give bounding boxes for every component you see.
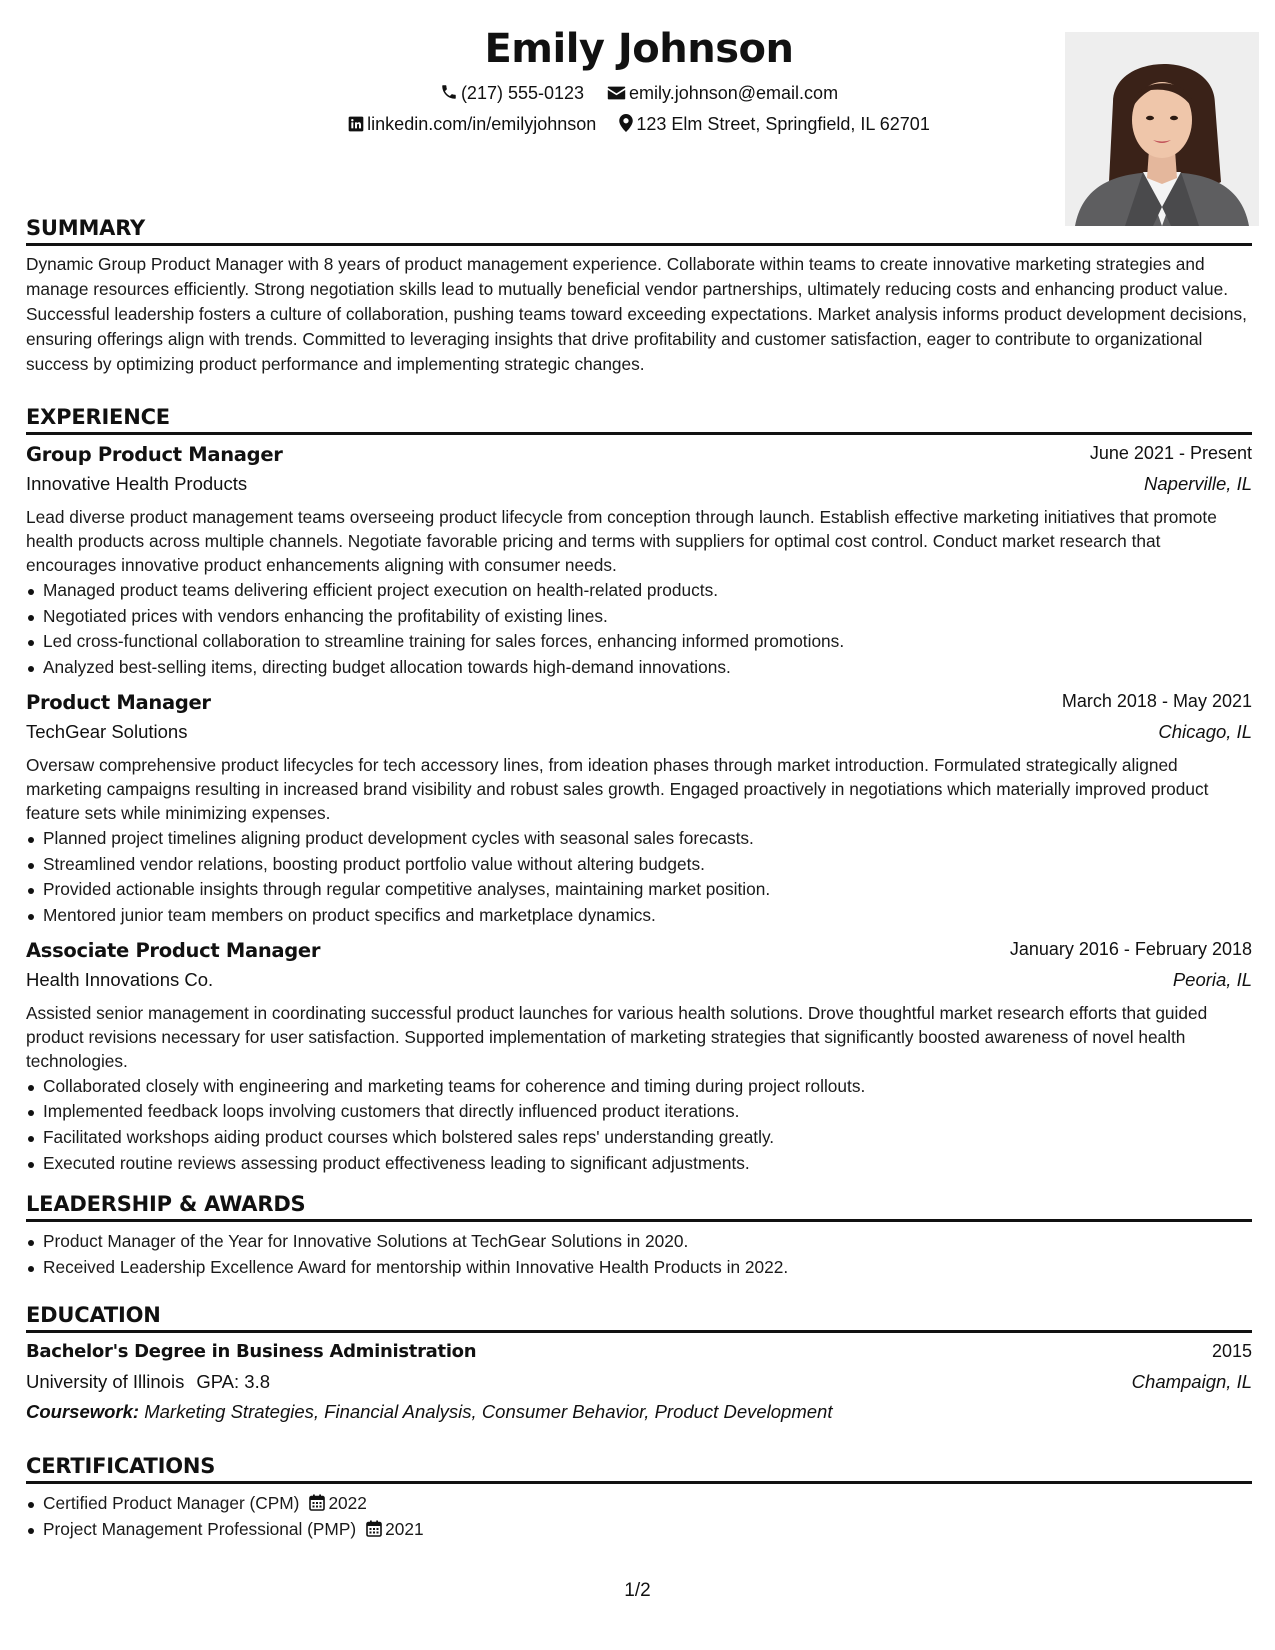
company-name: Health Innovations Co. bbox=[26, 968, 214, 990]
job-location: Peoria, IL bbox=[1172, 968, 1252, 990]
bullet-item: Planned project timelines aligning product development cycles with seasonal sales forecasts. bbox=[26, 826, 1252, 852]
summary-heading: SUMMARY bbox=[26, 216, 1252, 246]
summary-section bbox=[26, 216, 1252, 377]
bullet-item: Implemented feedback loops involving customers that directly influenced product iterations. bbox=[26, 1099, 1252, 1125]
school-line bbox=[26, 1371, 270, 1393]
school-location: Champaign, IL bbox=[1131, 1371, 1252, 1392]
address-contact bbox=[619, 114, 930, 135]
certifications-section bbox=[26, 1454, 1252, 1542]
calendar-icon bbox=[366, 1520, 382, 1537]
phone-text: (217) 555-0123 bbox=[460, 82, 585, 103]
job-description: Oversaw comprehensive product lifecycles for tech accessory lines, from ideation phases through market introduction. Formulated strategically aligned marketing campaigns resulting in increased brand visibility and robust sales growth. Engaged proactively in negotiations which materially improved product feature sets while minimizing expenses. bbox=[26, 754, 1209, 823]
company-name: TechGear Solutions bbox=[26, 720, 188, 742]
profile-portrait-image bbox=[1065, 32, 1259, 226]
job-description: Lead diverse product management teams overseeing product lifecycle from conception through launch. Establish effective marketing initiatives that promote health products across multiple channels. Negotiate favorable pricing and terms with suppliers for optimal cost control. Conduct market research that encourages innovative product enhancements aligning with consumer needs. bbox=[26, 507, 1217, 575]
bullet-item: Streamlined vendor relations, boosting product portfolio value without altering budgets. bbox=[26, 852, 1252, 878]
email-text[interactable]: emily.johnson@email.com bbox=[629, 82, 839, 103]
job-location: Chicago, IL bbox=[1158, 720, 1252, 742]
calendar-icon bbox=[309, 1494, 325, 1511]
education-section bbox=[26, 1303, 1252, 1423]
bullet-item: Facilitated workshops aiding product courses which bolstered sales reps' understanding greatly. bbox=[26, 1125, 1252, 1151]
certification-item bbox=[26, 1517, 1252, 1543]
experience-section bbox=[26, 405, 1252, 1176]
bullet-item: Negotiated prices with vendors enhancing the profitability of existing lines. bbox=[26, 604, 1252, 630]
linkedin-contact[interactable] bbox=[348, 114, 596, 135]
candidate-name: Emily Johnson bbox=[484, 26, 794, 72]
bullet-item: Collaborated closely with engineering and marketing teams for coherence and timing during project rollouts. bbox=[26, 1074, 1252, 1100]
certifications-list bbox=[26, 1491, 1252, 1542]
profile-photo bbox=[1065, 32, 1259, 226]
certification-year: 2022 bbox=[299, 1493, 366, 1513]
school-name: University of Illinois bbox=[26, 1371, 185, 1392]
job-title: Group Product Manager bbox=[26, 443, 283, 466]
certification-item bbox=[26, 1491, 1252, 1517]
bullet-item: Managed product teams delivering efficient project execution on health-related products. bbox=[26, 578, 1252, 604]
job-dates: June 2021 - Present bbox=[1089, 443, 1252, 463]
degree-name: Bachelor's Degree in Business Administration bbox=[26, 1341, 477, 1362]
job-dates: January 2016 - February 2018 bbox=[1009, 938, 1252, 959]
phone-icon bbox=[440, 83, 458, 101]
job-title: Associate Product Manager bbox=[26, 938, 321, 962]
awards-list bbox=[26, 1229, 1252, 1280]
bullet-item: Led cross-functional collaboration to streamline training for sales forces, enhancing informed promotions. bbox=[26, 629, 1252, 655]
gpa-value: GPA: 3.8 bbox=[196, 1371, 271, 1392]
phone-contact bbox=[440, 83, 584, 104]
job-entry bbox=[26, 691, 1252, 929]
job-description: Assisted senior management in coordinating successful product launches for various health solutions. Drove thoughtful market research efforts that guided product revisions necessary for user satisfaction. Supported implementation of marketing strategies that significantly boosted awareness of novel health technologies. bbox=[26, 1002, 1208, 1071]
experience-heading: EXPERIENCE bbox=[26, 405, 1252, 435]
awards-section bbox=[26, 1192, 1252, 1280]
certification-year: 2021 bbox=[356, 1519, 423, 1539]
coursework-text: Marketing Strategies, Financial Analysis, Consumer Behavior, Product Development bbox=[144, 1401, 833, 1422]
certification-name: Certified Product Manager (CPM) bbox=[43, 1493, 300, 1513]
job-entry bbox=[26, 443, 1252, 681]
awards-heading: LEADERSHIP & AWARDS bbox=[26, 1192, 1252, 1222]
bullet-item: Mentored junior team members on product specifics and marketplace dynamics. bbox=[26, 903, 1252, 929]
certifications-heading: CERTIFICATIONS bbox=[26, 1454, 1252, 1484]
certification-name: Project Management Professional (PMP) bbox=[43, 1518, 357, 1539]
envelope-icon bbox=[607, 85, 626, 101]
map-pin-icon bbox=[619, 114, 633, 132]
page-number: 1/2 bbox=[624, 1580, 651, 1601]
job-location: Naperville, IL bbox=[1144, 473, 1252, 494]
award-item: Received Leadership Excellence Award for mentorship within Innovative Health Products in 2022. bbox=[26, 1255, 1252, 1281]
linkedin-icon bbox=[348, 116, 364, 132]
job-bullets bbox=[26, 826, 1252, 929]
bullet-item: Provided actionable insights through regular competitive analyses, maintaining market position. bbox=[26, 877, 1252, 903]
coursework-label: Coursework: bbox=[26, 1401, 140, 1422]
resume-header bbox=[26, 20, 1252, 220]
job-bullets bbox=[26, 578, 1252, 681]
job-dates: March 2018 - May 2021 bbox=[1061, 690, 1252, 711]
address-text: 123 Elm Street, Springfield, IL 62701 bbox=[636, 113, 930, 134]
job-title: Product Manager bbox=[26, 690, 211, 714]
graduation-year: 2015 bbox=[1211, 1341, 1252, 1361]
job-bullets bbox=[26, 1074, 1252, 1177]
education-heading: EDUCATION bbox=[26, 1303, 1252, 1333]
award-item: Product Manager of the Year for Innovative Solutions at TechGear Solutions in 2020. bbox=[26, 1229, 1252, 1255]
bullet-item: Analyzed best-selling items, directing budget allocation towards high-demand innovations. bbox=[26, 655, 1252, 681]
linkedin-text[interactable]: linkedin.com/in/emilyjohnson bbox=[367, 113, 597, 134]
email-contact[interactable] bbox=[607, 83, 838, 104]
summary-text: Dynamic Group Product Manager with 8 years of product management experience. Collaborate within teams to create innovative marketing strategies and manage resources efficiently. Strong negotiation skills lead to mutually beneficial vendor partnerships, ultimately reducing costs and enhancing product value. Successful leadership fosters a culture of collaboration, pushing teams toward exceeding expectations. Market analysis informs product development decisions, ensuring offerings align with trends. Committed to leveraging insights that drive profitability and customer satisfaction, eager to contribute to organizational success by optimizing product performance and implementing strategic changes. bbox=[26, 254, 1247, 374]
company-name: Innovative Health Products bbox=[26, 473, 248, 494]
bullet-item: Executed routine reviews assessing product effectiveness leading to significant adjustments. bbox=[26, 1151, 1252, 1177]
job-entry bbox=[26, 939, 1252, 1177]
coursework-line bbox=[26, 1401, 1252, 1423]
